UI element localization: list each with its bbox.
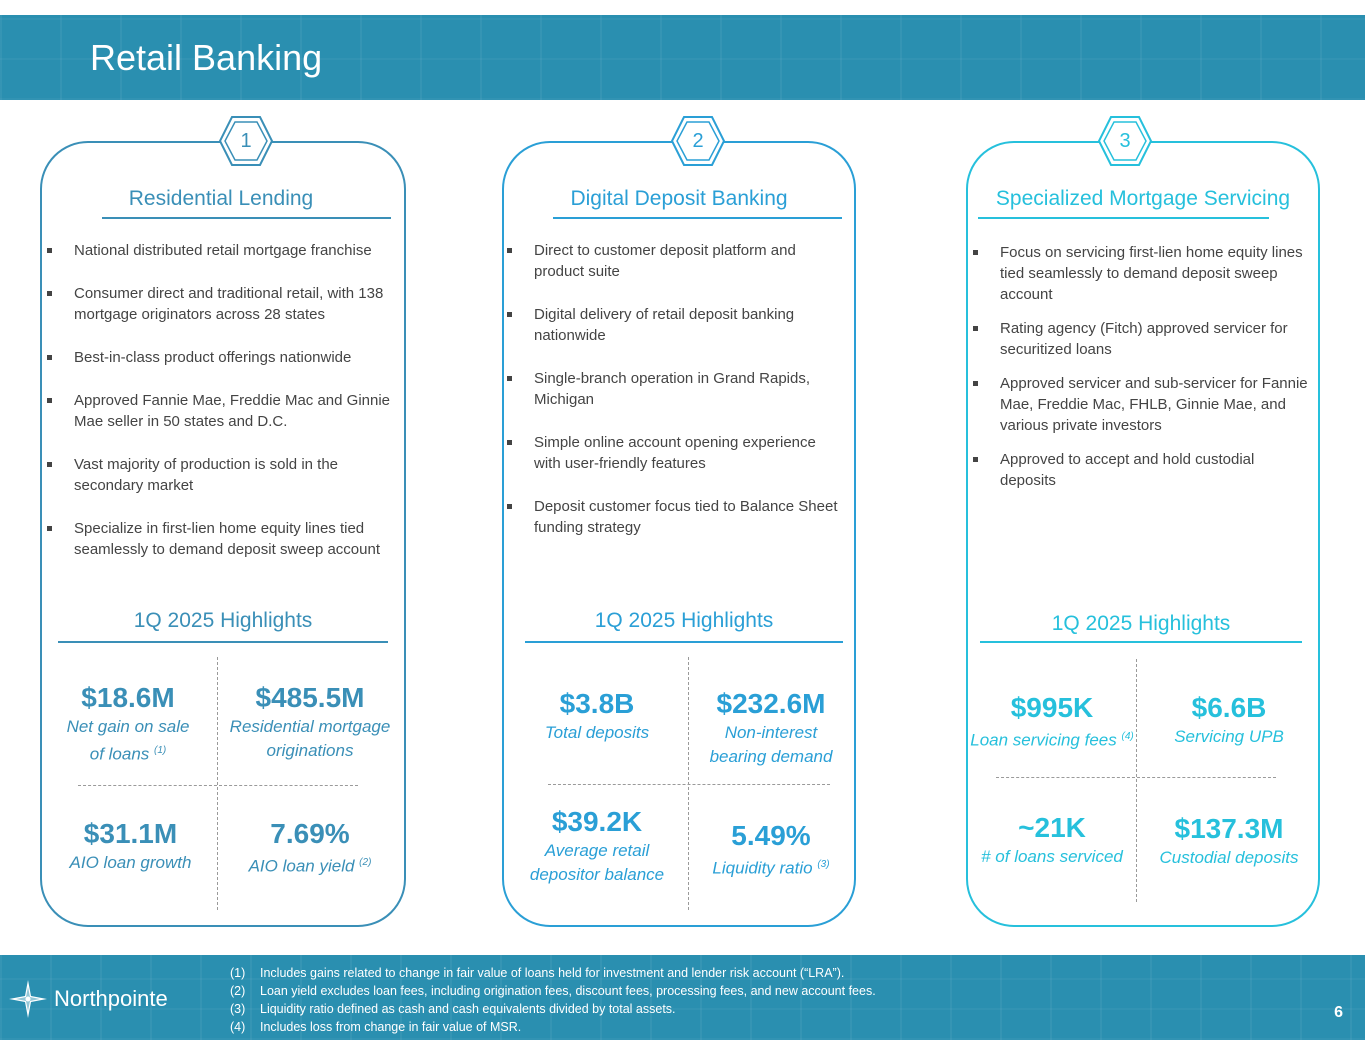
stat-servicing-upb xyxy=(1150,691,1308,749)
footnote-ref: (3) xyxy=(817,859,830,870)
stat-servicing-fees xyxy=(966,691,1138,753)
footnote-ref: (2) xyxy=(359,857,372,868)
page-number: 6 xyxy=(1334,1004,1343,1021)
stat-label: Residential mortgage originations xyxy=(229,717,391,760)
stat-value: $485.5M xyxy=(255,682,365,713)
stat-custodial-deposits xyxy=(1150,812,1308,870)
stat-label: Net gain on sale of loans xyxy=(66,717,190,764)
footnote: (2) Loan yield excludes loan fees, including origination fees, discount fees, processing fees, and new account fees. xyxy=(230,984,876,998)
panel-number: 3 xyxy=(1119,130,1131,152)
footnotes xyxy=(230,964,876,1036)
stat-non-interest xyxy=(700,687,842,769)
footnote: (4) Includes loss from change in fair value of MSR. xyxy=(230,1020,522,1034)
panel-number-badge-2 xyxy=(670,115,726,167)
bullet-list xyxy=(40,240,400,560)
bullet-item: Simple online account opening experience with user-friendly features xyxy=(500,432,846,474)
stat-label: Loan servicing fees xyxy=(970,730,1117,750)
panel-title: Digital Deposit Banking xyxy=(570,187,788,210)
stat-label: Non-interest bearing demand xyxy=(709,723,833,766)
stat-label: Liquidity ratio xyxy=(712,858,813,878)
stat-value: $3.8B xyxy=(559,688,635,719)
panel-number: 2 xyxy=(692,130,704,152)
stats-divider-horizontal xyxy=(548,784,830,785)
stat-value: $31.1M xyxy=(83,818,178,849)
highlights-title: 1Q 2025 Highlights xyxy=(133,609,313,632)
footnote-ref: (4) xyxy=(1121,731,1134,742)
stat-label: # of loans serviced xyxy=(981,847,1123,866)
stat-label: Custodial deposits xyxy=(1159,848,1299,867)
bullet-item: Digital delivery of retail deposit banking nationwide xyxy=(500,304,846,346)
stat-value: ~21K xyxy=(1018,812,1086,843)
stat-aio-yield xyxy=(222,817,398,879)
bullet-item: Approved servicer and sub-servicer for Fannie Mae, Freddie Mac, FHLB, Ginnie Mae, and various private investors xyxy=(966,373,1314,436)
panel-number: 1 xyxy=(240,130,252,152)
stat-value: $39.2K xyxy=(551,806,643,837)
highlights-underline xyxy=(980,641,1302,643)
stat-liquidity xyxy=(700,819,842,881)
panel-number-badge-1 xyxy=(218,115,274,167)
title-underline xyxy=(553,217,842,219)
stat-label: Servicing UPB xyxy=(1174,727,1284,746)
bullet-item: Specialize in first-lien home equity lines tied seamlessly to demand deposit sweep account xyxy=(40,518,400,560)
panel-title: Specialized Mortgage Servicing xyxy=(995,187,1291,210)
panel-title: Residential Lending xyxy=(128,187,314,210)
title-underline xyxy=(978,217,1269,219)
bullet-list xyxy=(966,242,1314,491)
stat-value: $232.6M xyxy=(716,688,826,719)
stat-value: $6.6B xyxy=(1191,692,1267,723)
stat-label: AIO loan growth xyxy=(69,853,192,872)
highlights-title: 1Q 2025 Highlights xyxy=(594,609,774,632)
stat-loans-serviced xyxy=(972,811,1132,869)
compass-star-icon xyxy=(8,979,48,1019)
bullet-item: Approved to accept and hold custodial deposits xyxy=(966,449,1314,491)
bullet-item: Direct to customer deposit platform and product suite xyxy=(500,240,846,282)
bullet-item: National distributed retail mortgage franchise xyxy=(40,240,400,261)
stat-label: Total deposits xyxy=(544,723,650,742)
brand-logo xyxy=(8,979,168,1019)
brand-name: Northpointe xyxy=(54,986,168,1011)
stat-value: 5.49% xyxy=(731,820,811,851)
stats-divider-horizontal xyxy=(78,785,358,786)
stat-value: 7.69% xyxy=(270,818,350,849)
bullet-list xyxy=(500,240,846,538)
title-underline xyxy=(102,217,391,219)
bullet-item: Rating agency (Fitch) approved servicer for securitized loans xyxy=(966,318,1314,360)
highlights-title: 1Q 2025 Highlights xyxy=(1051,612,1231,635)
bullet-item: Vast majority of production is sold in the secondary market xyxy=(40,454,400,496)
bullet-item: Focus on servicing first-lien home equity lines tied seamlessly to demand deposit sweep account xyxy=(966,242,1314,305)
page-title: Retail Banking xyxy=(90,37,323,78)
footnote: (3) Liquidity ratio defined as cash and cash equivalents divided by total assets. xyxy=(230,1002,676,1016)
stat-originations xyxy=(222,681,398,763)
highlights-underline xyxy=(525,641,843,643)
stat-label: AIO loan yield xyxy=(248,856,355,876)
footnote-ref: (1) xyxy=(154,745,167,756)
stat-value: $995K xyxy=(1010,692,1094,723)
stat-avg-balance xyxy=(522,805,672,887)
stat-value: $137.3M xyxy=(1174,813,1284,844)
highlights-underline xyxy=(58,641,388,643)
stat-net-gain xyxy=(58,681,198,767)
stats-divider-horizontal xyxy=(996,777,1276,778)
footer-banner xyxy=(0,955,1365,1040)
bullet-item: Deposit customer focus tied to Balance Sheet funding strategy xyxy=(500,496,846,538)
bullet-item: Best-in-class product offerings nationwide xyxy=(40,347,400,368)
stat-total-deposits xyxy=(522,687,672,745)
header-banner xyxy=(0,15,1365,100)
bullet-item: Single-branch operation in Grand Rapids, Michigan xyxy=(500,368,846,410)
footnote: (1) Includes gains related to change in fair value of loans held for investment and lender risk account (“LRA”). xyxy=(230,966,845,980)
bullet-item: Approved Fannie Mae, Freddie Mac and Ginnie Mae seller in 50 states and D.C. xyxy=(40,390,400,432)
panel-number-badge-3 xyxy=(1097,115,1153,167)
bullet-item: Consumer direct and traditional retail, with 138 mortgage originators across 28 states xyxy=(40,283,400,325)
stat-value: $18.6M xyxy=(81,682,175,713)
stats-divider-vertical xyxy=(217,657,218,910)
stat-label: Average retail depositor balance xyxy=(529,841,665,884)
stat-aio-growth xyxy=(58,817,203,875)
